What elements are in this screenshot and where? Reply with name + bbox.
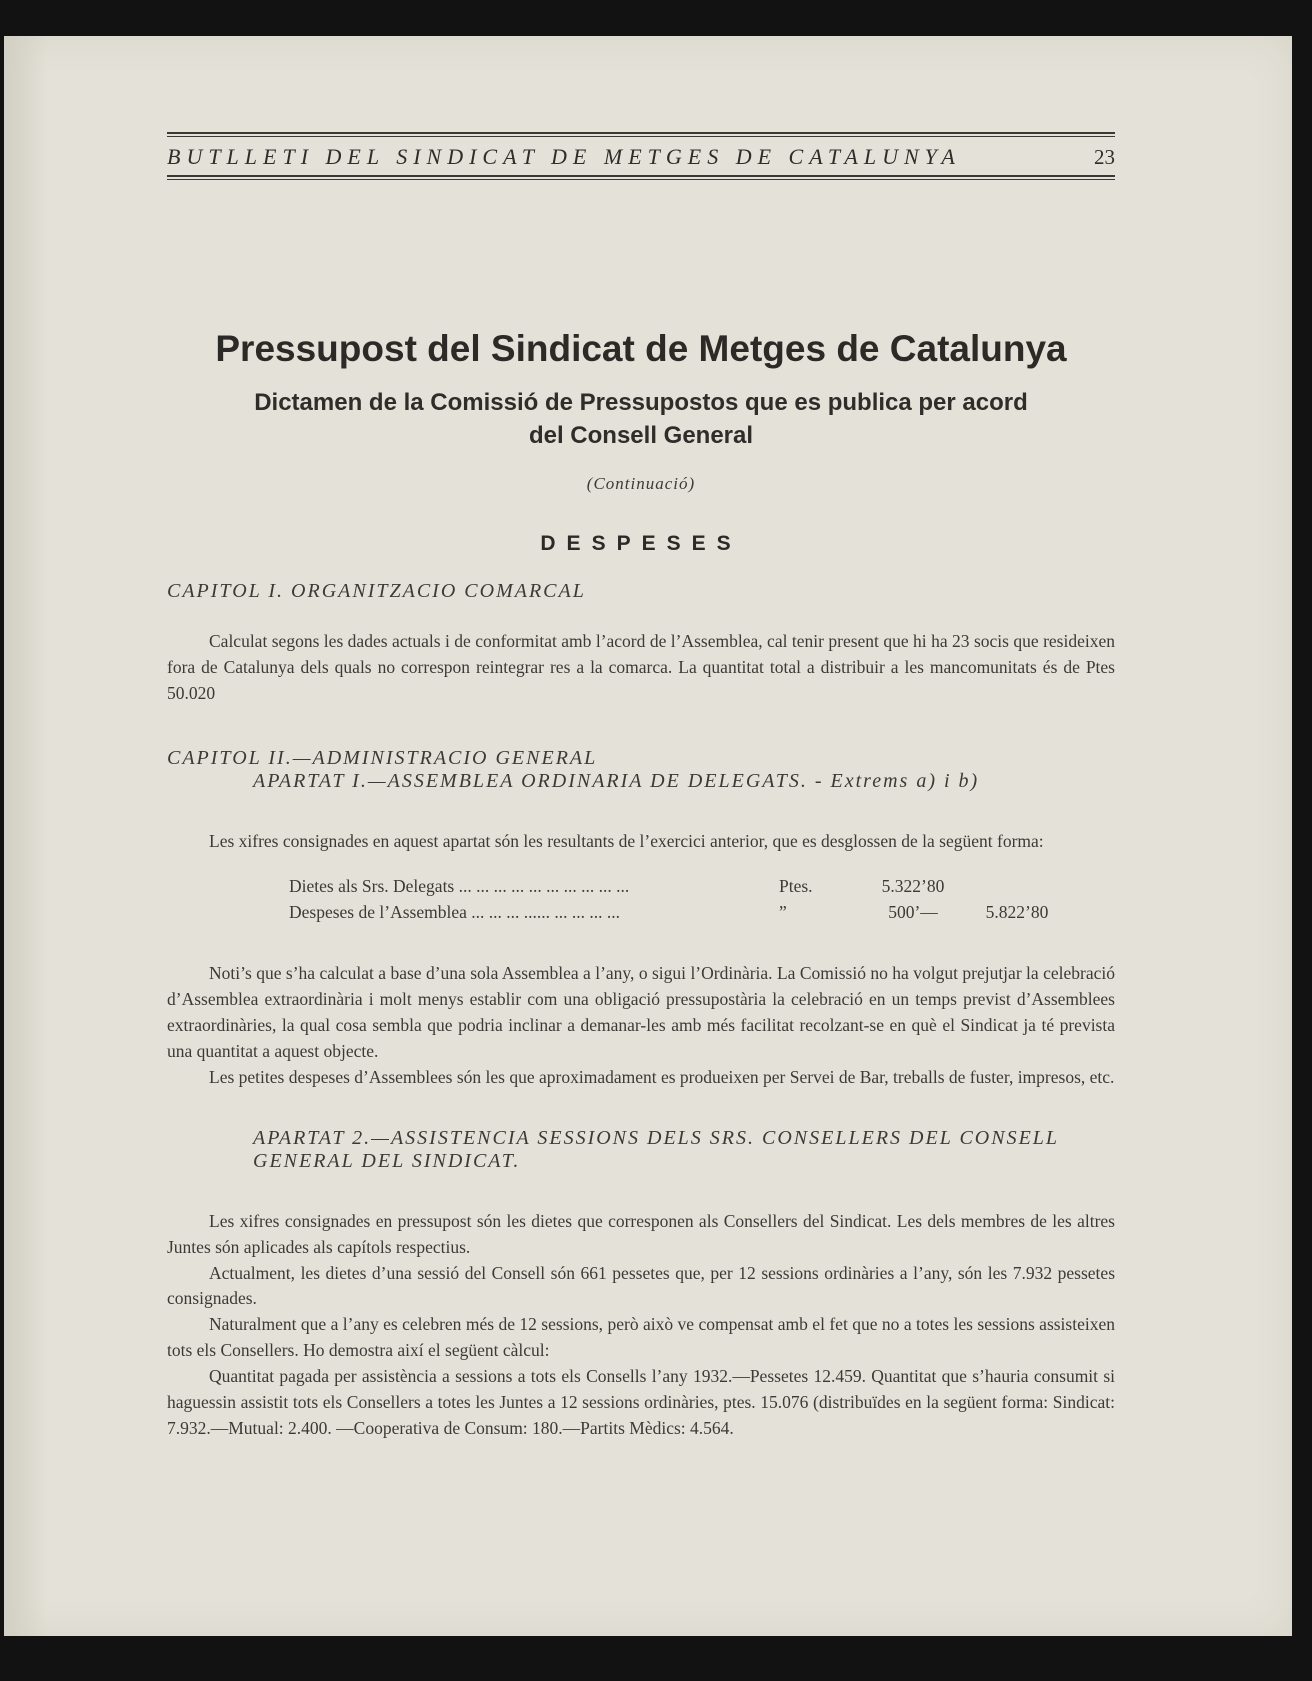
binding-shadow: [4, 36, 48, 1636]
running-title: BUTLLETI DEL SINDICAT DE METGES DE CATALUNYA: [167, 144, 961, 169]
subtitle-line-2: del Consell General: [528, 422, 754, 450]
apartat-1-paragraph-2: Noti’s que s’ha calculat a base d’una sola Assemblea a l’any, o sigui l’Ordinària. La Comissió no ha volgut prejutjar la celebració d’Assemblea extraordinària i molt menys establir com una obligació pressupostària la celebració en un temps previst d’Assemblees extraordinàries, la qual cosa sembla que podria inclinar a demanar-les amb més facilitat recolzant-se en què el Sindicat ja té prevista una quantitat a aquest objecte.: [167, 963, 1115, 1061]
chapter-1-paragraph: Calculat segons les dades actuals i de conformitat amb l’acord de l’Assemblea, cal tenir present que hi ha 23 socis que resideixen fora de Catalunya dels quals no correspon reintegrar res a la comarca. La quantitat total a distribuir a les mancomunitats és de Ptes 50.020: [167, 631, 1115, 703]
row-total: 5.822’80: [985, 902, 1049, 923]
article-subtitle: [167, 386, 1115, 452]
row-unit: Ptes.: [779, 875, 813, 896]
header-rule-bottom-thin: [167, 179, 1115, 180]
apartat-2-paragraph-4: Quantitat pagada per assistència a sessions a tots els Consells l’any 1932.—Pessetes 12.459. Quantitat que s’hauria consumit si haguessin assistit tots els Consellers a totes les Juntes a 12 sessions ordinàries, ptes. 15.076 (distribuïdes en la següent forma: Sindicat: 7.932.—Mutual: 2.400. —Cooperativa de Consum: 180.—Partits Mèdics: 4.564.: [167, 1366, 1115, 1438]
header-rule-top: [167, 132, 1115, 134]
apartat-2-paragraph-3: Naturalment que a l’any es celebren més de 12 sessions, però això ve compensat amb el fet que no a totes les sessions assisteixen tots els Consellers. Ho demostra així el següent càlcul:: [167, 1314, 1115, 1361]
scanned-page: [4, 36, 1292, 1636]
apartat-2-heading: APARTAT 2.—ASSISTENCIA SESSIONS DELS SRS. CONSELLERS DEL CONSELL GENERAL DEL SINDICAT.: [253, 1126, 1059, 1172]
apartat-1-heading: APARTAT I.—ASSEMBLEA ORDINARIA DE DELEGATS. - Extrems a) i b): [253, 769, 980, 792]
table-row: [167, 873, 1115, 899]
apartat-2-paragraph-2: Actualment, les dietes d’una sessió del Consell són 661 pessetes que, per 12 sessions ordinàries a l’any, són les 7.932 pessetes consignades.: [167, 1262, 1115, 1309]
chapter-1-heading: CAPITOL I. ORGANITZACIO COMARCAL: [167, 580, 586, 603]
apartat-2-paragraph-1: Les xifres consignades en pressupost són les dietes que corresponen als Consellers del Sindicat. Les dels membres de les altres Juntes són aplicades als capítols respectius.: [167, 1210, 1115, 1257]
expenses-table: [167, 873, 1115, 926]
row-amount: 500’—: [888, 902, 938, 923]
row-unit: ”: [779, 902, 787, 923]
page-number: 23: [1094, 145, 1115, 169]
apartat-1-paragraph-3: Les petites despeses d’Assemblees són les que aproximadament es produeixen per Servei de Bar, treballs de fuster, impresos, etc.: [209, 1066, 1115, 1087]
table-row: [167, 899, 1115, 925]
article-title: Pressupost del Sindicat de Metges de Catalunya: [215, 328, 1067, 369]
running-header: [167, 137, 1115, 175]
row-amount: 5.322’80: [881, 875, 945, 896]
section-heading: DESPESES: [540, 532, 742, 556]
chapter-2-heading: CAPITOL II.—ADMINISTRACIO GENERAL: [167, 746, 598, 769]
continuation-note: (Continuació): [586, 474, 696, 494]
header-rule-bottom: [167, 175, 1115, 177]
subtitle-line-1: Dictamen de la Comissió de Pressupostos que es publica per acord: [254, 389, 1028, 416]
row-label: Despeses de l’Assemblea ... ... ... ...... ... ... ... ...: [289, 902, 620, 923]
apartat-1-paragraph-1: Les xifres consignades en aquest apartat són les resultants de l’exercici anterior, que es desglossen de la següent forma:: [209, 830, 1044, 851]
page-content: [167, 132, 1115, 1442]
row-label: Dietes als Srs. Delegats ... ... ... ... ... ... ... ... ... ...: [289, 875, 630, 896]
